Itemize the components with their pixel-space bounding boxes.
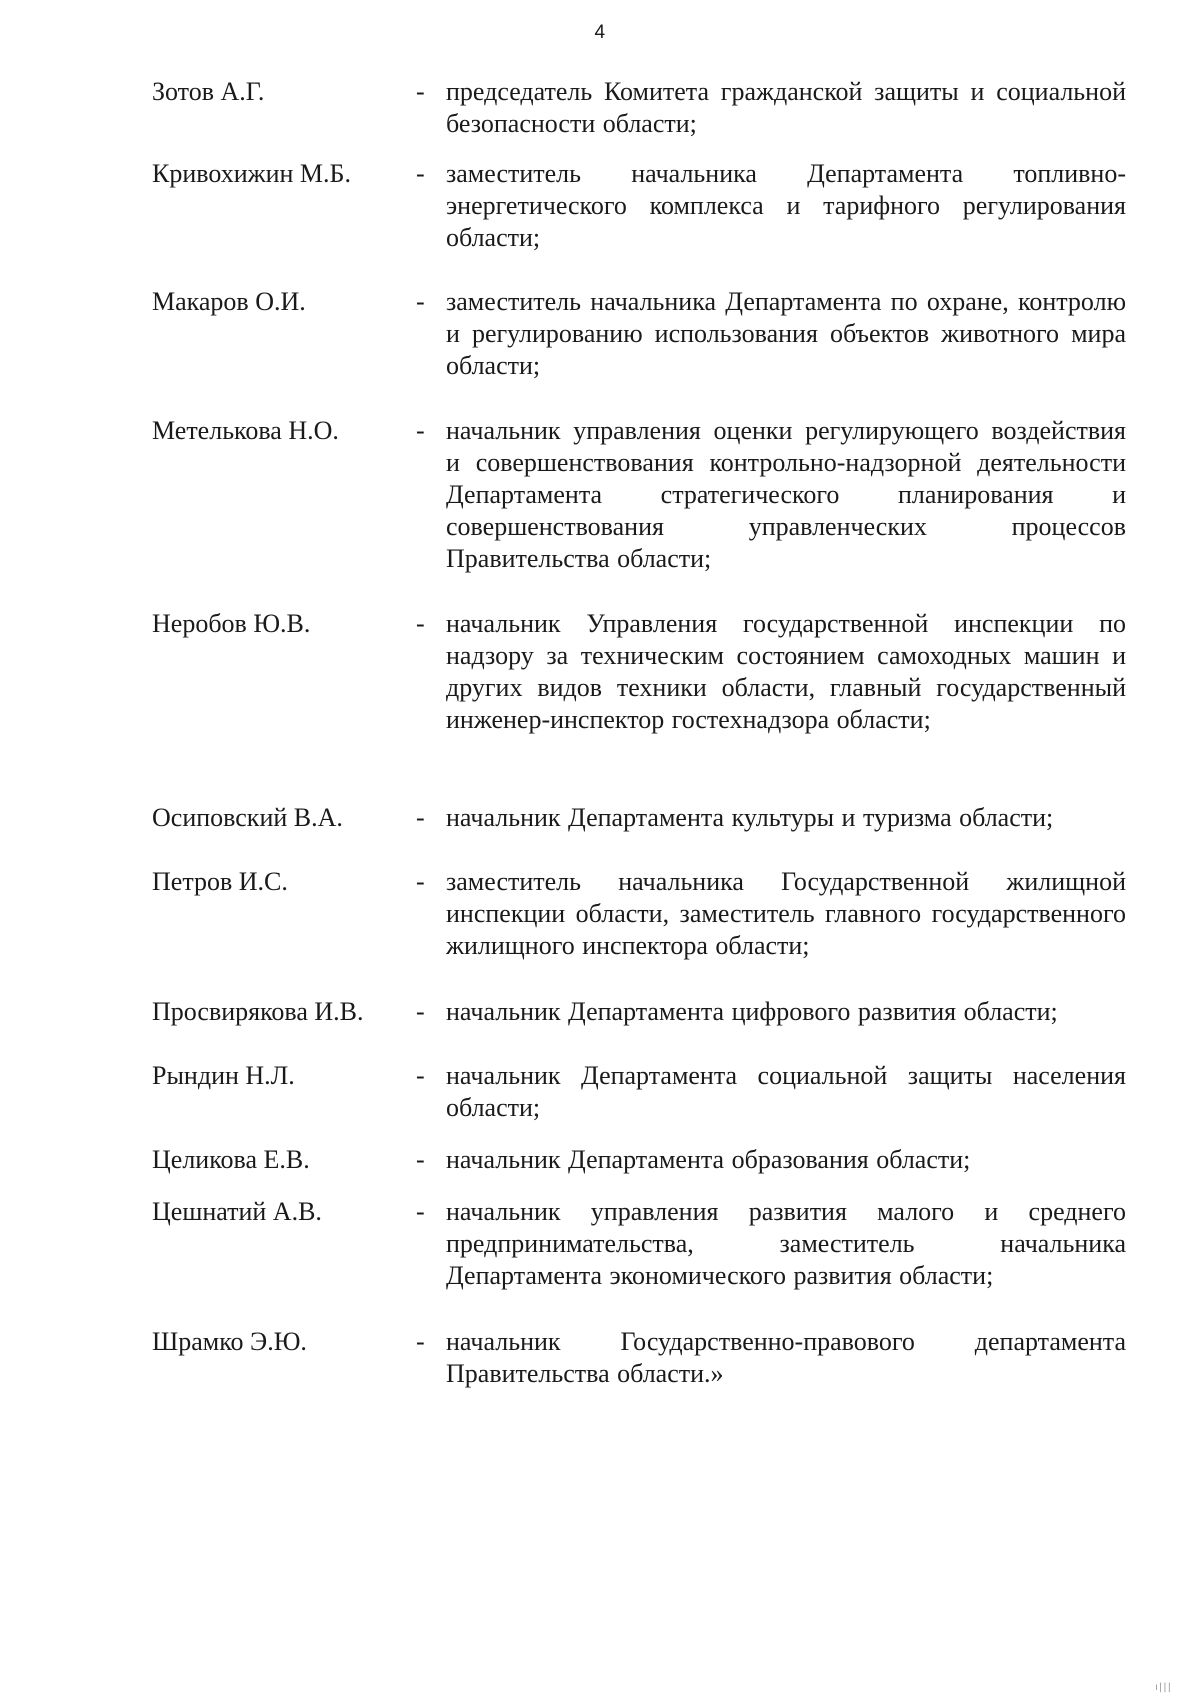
member-name: Кривохижин М.Б. xyxy=(152,159,351,188)
member-position: начальник Департамента культуры и туризма области; xyxy=(446,803,1054,832)
member-name: Неробов Ю.В. xyxy=(152,609,311,638)
member-name: Целикова Е.В. xyxy=(152,1145,310,1174)
member-name: Макаров О.И. xyxy=(152,287,306,316)
member-dash: - xyxy=(416,1145,425,1174)
member-position: начальник Департамента социальной защиты населения области; xyxy=(446,1061,1126,1122)
member-dash: - xyxy=(416,803,425,832)
member-position: начальник Управления государственной инспекции по надзору за техническим состоянием самоходных машин и других видов техники области, главный государственный инженер-инспектор гостехнадзора области; xyxy=(446,609,1126,734)
member-position: председатель Комитета гражданской защиты и социальной безопасности области; xyxy=(446,77,1126,138)
member-dash: - xyxy=(416,609,425,638)
member-dash: - xyxy=(416,1327,425,1356)
member-position: начальник управления развития малого и среднего предпринимательства, заместитель начальника Департамента экономического развития области; xyxy=(446,1197,1126,1290)
member-name: Шрамко Э.Ю. xyxy=(152,1327,307,1356)
member-position: начальник управления оценки регулирующего воздействия и совершенствования контрольно-надзорной деятельности Департамента стратегического планирования и совершенствования управленческих процессов Правительства области; xyxy=(446,416,1126,573)
member-name: Цешнатий А.В. xyxy=(152,1197,322,1226)
member-dash: - xyxy=(416,287,425,316)
member-dash: - xyxy=(416,77,425,106)
member-name: Зотов А.Г. xyxy=(152,77,265,106)
member-position: заместитель начальника Департамента топливно-энергетического комплекса и тарифного регулирования области; xyxy=(446,159,1126,252)
member-position: заместитель начальника Департамента по охране, контролю и регулированию использования объектов животного мира области; xyxy=(446,287,1126,380)
member-dash: - xyxy=(416,1197,425,1226)
scan-artifact: ı||| xyxy=(1155,1682,1172,1693)
page-number: 4 xyxy=(594,22,606,43)
member-position: начальник Департамента цифрового развития области; xyxy=(446,997,1058,1026)
member-dash: - xyxy=(416,1061,425,1090)
member-dash: - xyxy=(416,867,425,896)
member-name: Просвирякова И.В. xyxy=(152,997,364,1026)
member-position: начальник Департамента образования области; xyxy=(446,1145,971,1174)
member-position: начальник Государственно-правового департамента Правительства области.» xyxy=(446,1327,1126,1388)
member-dash: - xyxy=(416,416,425,445)
member-name: Петров И.С. xyxy=(152,867,288,896)
member-name: Осиповский В.А. xyxy=(152,803,343,832)
member-name: Рындин Н.Л. xyxy=(152,1061,295,1090)
member-dash: - xyxy=(416,159,425,188)
member-name: Метелькова Н.О. xyxy=(152,416,339,445)
member-position: заместитель начальника Государственной жилищной инспекции области, заместитель главного государственного жилищного инспектора области; xyxy=(446,867,1126,960)
member-dash: - xyxy=(416,997,425,1026)
